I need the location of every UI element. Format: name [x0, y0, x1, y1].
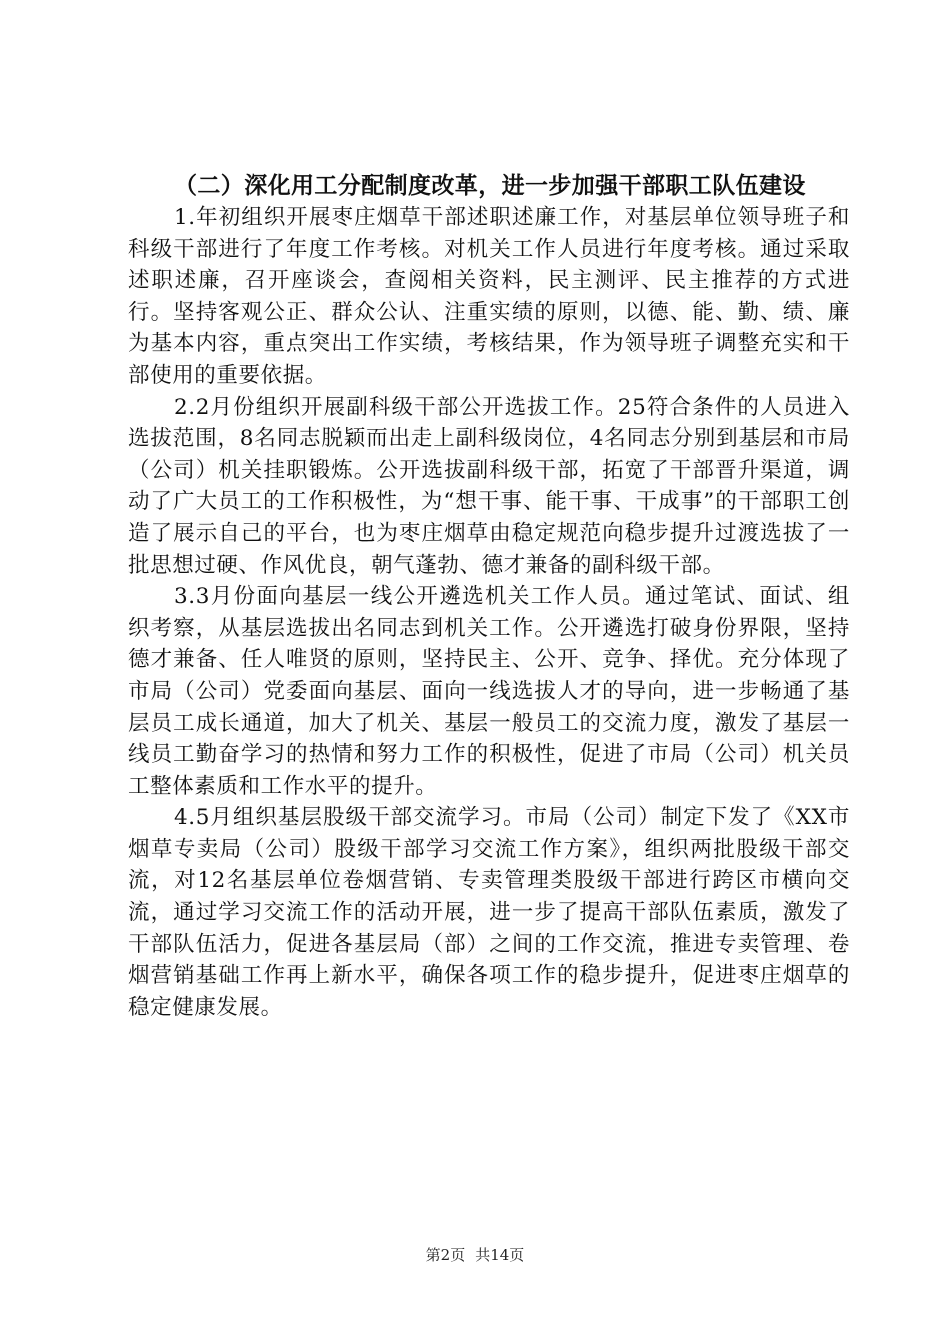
paragraph-4: 4.5月组织基层股级干部交流学习。市局（公司）制定下发了《XX市烟草专卖局（公司）股级干部学习交流工作方案》，组织两批股级干部交流，对12名基层单位卷烟营销、专卖管理类股级干部进行跨区市横向交流，通过学习交流工作的活动开展，进一步了提高干部队伍素质，激发了干部队伍活力，促进各基层局（部）之间的工作交流，推进专卖管理、卷烟营销基础工作再上新水平，确保各项工作的稳步提升，促进枣庄烟草的稳定健康发展。: [128, 805, 850, 1020]
paragraph-3: 3.3月份面向基层一线公开遴选机关工作人员。通过笔试、面试、组织考察，从基层选拔出名同志到机关工作。公开遴选打破身份界限，坚持德才兼备、任人唯贤的原则，坚持民主、公开、竞争、择优。充分体现了市局（公司）党委面向基层、面向一线选拔人才的导向，进一步畅通了基层员工成长通道，加大了机关、基层一般员工的交流力度，激发了基层一线员工勤奋学习的热情和努力工作的积极性，促进了市局（公司）机关员工整体素质和工作水平的提升。: [128, 584, 850, 799]
page-number: 第2页: [425, 1246, 466, 1264]
section-heading: （二）深化用工分配制度改革，进一步加强干部职工队伍建设: [174, 173, 806, 199]
page-total: 共14页: [475, 1246, 525, 1264]
paragraph-1: 1.年初组织开展枣庄烟草干部述职述廉工作，对基层单位领导班子和科级干部进行了年度工作考核。对机关工作人员进行年度考核。通过采取述职述廉，召开座谈会，查阅相关资料，民主测评、民主推荐的方式进行。坚持客观公正、群众公认、注重实绩的原则，以德、能、勤、绩、廉为基本内容，重点突出工作实绩，考核结果，作为领导班子调整充实和干部使用的重要依据。: [128, 205, 850, 388]
document-body: [128, 171, 850, 1023]
page-footer: [0, 1244, 950, 1265]
paragraph-2: 2.2月份组织开展副科级干部公开选拔工作。25符合条件的人员进入选拔范围，8名同志脱颖而出走上副科级岗位，4名同志分别到基层和市局（公司）机关挂职锻炼。公开选拔副科级干部，拓宽了干部晋升渠道，调动了广大员工的工作积极性，为“想干事、能干事、干成事”的干部职工创造了展示自己的平台，也为枣庄烟草由稳定规范向稳步提升过渡选拔了一批思想过硬、作风优良，朝气蓬勃、德才兼备的副科级干部。: [128, 394, 850, 578]
